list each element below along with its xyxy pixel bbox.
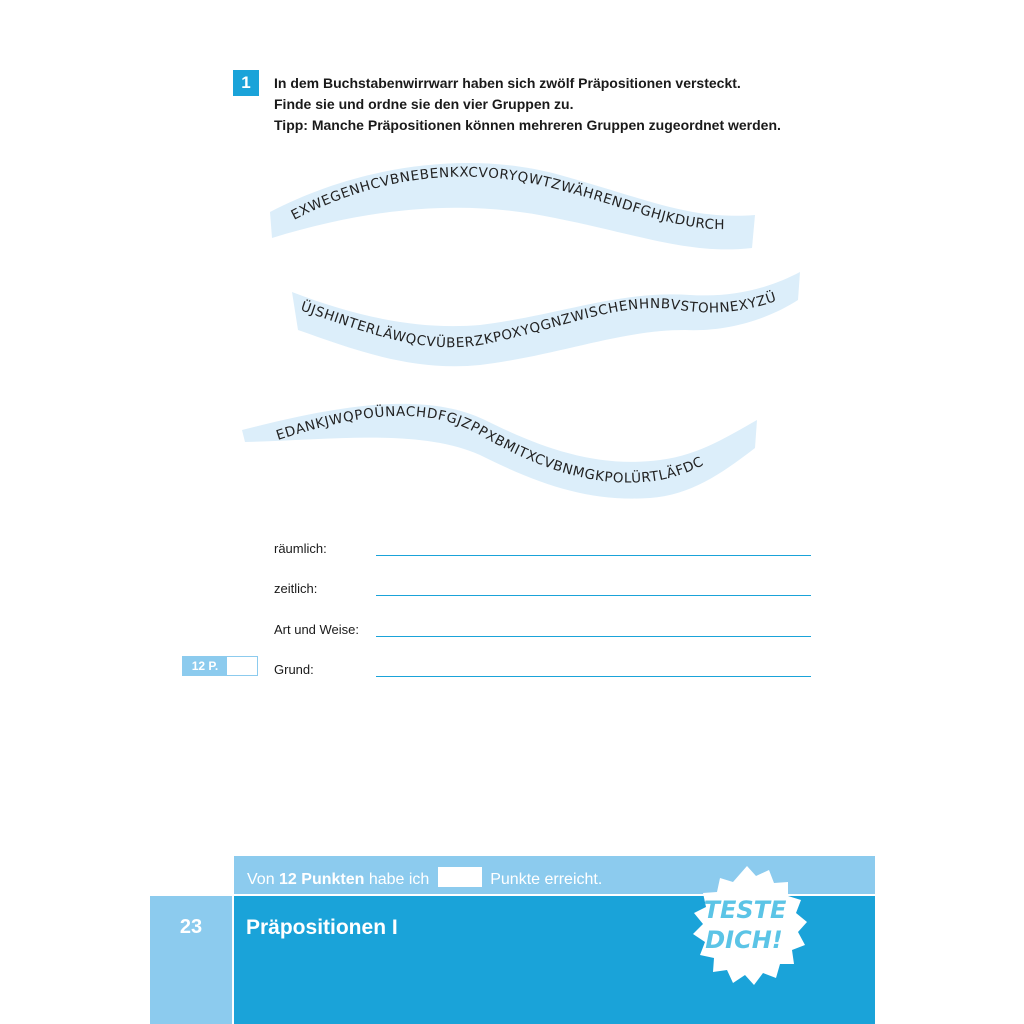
instruction-line-2: Finde sie und ordne sie den vier Gruppen zu. xyxy=(274,96,574,112)
puzzle-row-2: ÜJSHINTERLÄWQCVÜBERZKPOXYQGNZWISCHENHNBVSTOHNEXYZÜ xyxy=(298,289,779,352)
answer-line-art-und-weise[interactable] xyxy=(376,636,811,637)
chapter-title: Präpositionen I xyxy=(246,916,398,939)
score-box[interactable] xyxy=(182,656,258,676)
puzzle-row-3: EDANKJWQPOÜNACHDFGJZPPXBMITXCVBNMGKPOLÜRTLÄFDC xyxy=(274,403,707,487)
category-label-grund: Grund: xyxy=(274,662,314,677)
svg-text:TESTE: TESTE xyxy=(703,896,787,924)
teste-dich-badge xyxy=(682,862,812,992)
answer-line-zeitlich[interactable] xyxy=(376,595,811,596)
score-label: 12 P. xyxy=(183,657,227,675)
instruction-line-3: Tipp: Manche Präpositionen können mehreren Gruppen zugeordnet werden. xyxy=(274,117,781,133)
category-label-art-und-weise: Art und Weise: xyxy=(274,622,360,637)
category-label-raeumlich: räumlich: xyxy=(274,541,327,556)
svg-text:DICH!: DICH! xyxy=(705,926,783,954)
page-number: 23 xyxy=(179,916,203,938)
task-number: 1 xyxy=(233,70,259,96)
answer-line-grund[interactable] xyxy=(376,676,811,677)
answer-line-raeumlich[interactable] xyxy=(376,555,811,556)
instruction-line-1: In dem Buchstabenwirrwarr haben sich zwölf Präpositionen versteckt. xyxy=(274,75,741,91)
category-label-zeitlich: zeitlich: xyxy=(274,581,318,596)
score-summary-text: Von 12 Punkten habe ich Punkte erreicht. xyxy=(247,867,602,889)
puzzle-row-1: EXWEGENHCVBNEBENKXCVORYQWTZWÄHRENDFGHJKDURCH xyxy=(288,164,726,234)
points-achieved-input[interactable] xyxy=(438,867,482,887)
